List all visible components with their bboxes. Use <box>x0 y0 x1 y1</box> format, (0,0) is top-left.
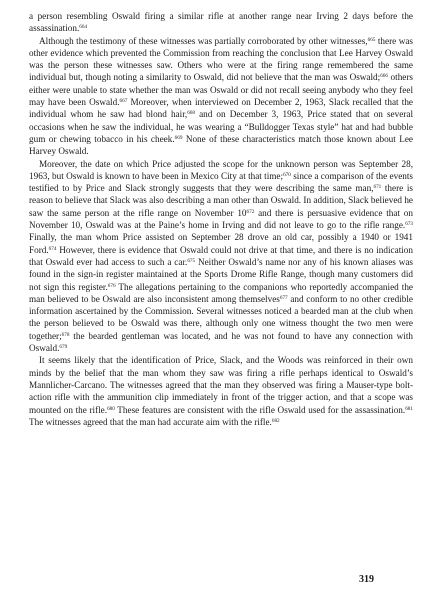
footnote-marker: 679 <box>59 344 68 351</box>
paragraph-2: Although the testimony of these witnesses was partially corroborated by other witnesses,$^{665}$ there was other evidence which prevented the Commission from reaching the conclusion that Lee Harvey Oswald was the person these witnesses saw. Others who were at the firing range remembered the same individual but, though noting a similarity to Oswald, did not believe that the man was Oswald;$^{666}$ others either were unable to state whether the man was Oswald or did not recall seeing anybody who they feel may have been Oswald.$^{667}$ Moreover, when interviewed on December 2, 1963, Slack recalled that the individual whom he saw had blond hair,$^{668}$ and on December 3, 1963, Price stated that on several occasions when he saw the individual, he was wearing a “Bulldogger Texas style” hat and had bubble gum or chewing tobacco in his cheek.$^{669}$ None of these characteristics match those known about Lee Harvey Oswald. <box>29 35 414 157</box>
footnote-marker: 681 <box>405 405 413 412</box>
footnote-marker: 666 <box>380 73 388 80</box>
footnote-marker: 671 <box>373 184 382 191</box>
paragraph-3: Moreover, the date on which Price adjusted the scope for the unknown person was September 28, 1963, but Oswald is known to have been in Mexico City at that time;$^{670}$ since a comparison of the events testified to by Price and Slack strongly suggests that they were describing the same man,$^{671}$ there is reason to believe that Slack was also describing a man other than Oswald. In addition, Slack believed he saw the same person at the rifle range on November 10$^{672}$ and there is persuasive evidence that on November 10, Oswald was at the Paine’s home in Irving and did not leave to go to the rifle range.$^{673}$ Finally, the man whom Price assisted on September 28 drove an old car, possibly a 1940 or 1941 Ford.$^{674}$ However, there is evidence that Oswald could not drive at that time, and there is no indication that Oswald ever had access to such a car.$^{675}$ Neither Oswald’s name nor any of his known aliases was found in the sign-in register maintained at the Sports Drome Rifle Range, though many customers did not sign this register.$^{676}$ The allegations pertaining to the companions who reportedly accompanied the man believed to be Oswald are also inconsistent among themselves$^{677}$ and conform to no other credible information ascertained by the Commission. Several witnesses noticed a bearded man at the club when the person believed to be Oswald was there, although only one witness thought the two men were together;$^{678}$ the bearded gentleman was located, and he was not found to have any connection with Oswald.$^{679}$ <box>29 158 414 354</box>
document-body <box>29 10 413 428</box>
footnote-marker: 675 <box>187 257 196 264</box>
document-page <box>29 10 413 428</box>
page-number: 319 <box>359 574 374 585</box>
footnote-marker: 680 <box>107 405 115 412</box>
footnote-marker: 672 <box>246 208 255 215</box>
footnote-marker: 677 <box>279 294 288 301</box>
footnote-marker: 665 <box>367 36 376 43</box>
paragraph-4: It seems likely that the identification of Price, Slack, and the Woods was reinforced in their own minds by the belief that the man whom they saw was firing a rifle perhaps identical to Oswald’s Mannlicher-Carcano. The witnesses agreed that the man they observed was firing a Mauser-type bolt-action rifle with the ammunition clip immediately in front of the trigger action, and that a scope was mounted on the rifle.$^{680}$ These features are consistent with the rifle Oswald used for the assassination.$^{681}$ The witnesses agreed that the man had accurate aim with the rifle.$^{682}$ <box>29 355 413 427</box>
footnote-marker: 682 <box>271 417 280 424</box>
footnote-marker: 668 <box>187 110 195 117</box>
footnote-marker: 678 <box>61 331 70 338</box>
footnote-marker: 667 <box>119 98 128 105</box>
footnote-marker: 674 <box>48 245 57 252</box>
footnote-marker: 670 <box>283 171 291 178</box>
footnote-marker: 669 <box>174 134 183 141</box>
footnote-marker: 676 <box>107 282 116 289</box>
footnote-marker: 664 <box>79 24 88 31</box>
footnote-marker: 673 <box>405 221 413 228</box>
paragraph-1: a person resembling Oswald firing a similar rifle at another range near Irving 2 days before the assassination.$^{664}$ <box>29 11 413 34</box>
